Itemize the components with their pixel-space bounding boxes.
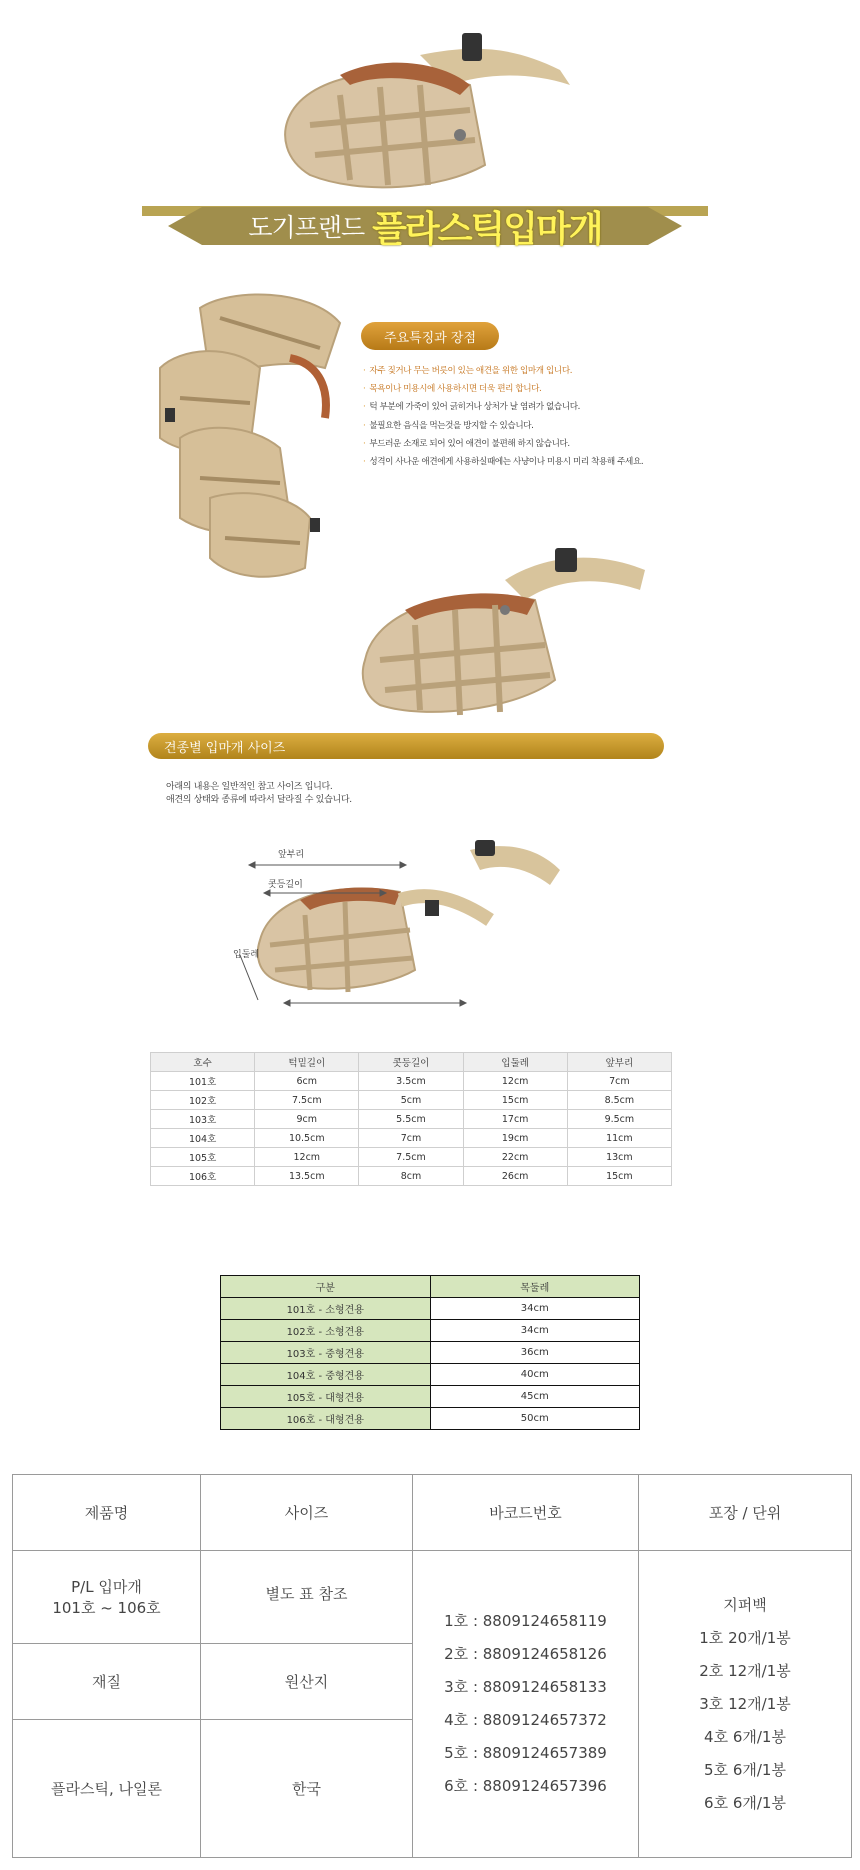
neck-size-table (220, 1275, 640, 1430)
features-title: 주요특징과 장점 (361, 322, 499, 350)
table-cell: 104호 - 중형견용 (221, 1364, 431, 1386)
table-cell: 11cm (567, 1129, 671, 1148)
list-item: · 자주 짖거나 무는 버릇이 있는 애견을 위한 입마개 입니다. (363, 366, 573, 376)
table-cell: 8.5cm (567, 1091, 671, 1110)
muzzle-stack-photo (140, 288, 350, 588)
table-cell: 50cm (430, 1408, 640, 1430)
list-item: · 성격이 사나운 애견에게 사용하실때에는 사냥이나 미용시 미리 착용해 주세요. (363, 457, 644, 468)
table-cell: 7.5cm (255, 1091, 359, 1110)
column-header: 구분 (221, 1276, 431, 1298)
muzzle-photo-middle (355, 540, 655, 730)
size-section-title: 견종별 입마개 사이즈 (148, 733, 664, 759)
table-cell: 104호 (151, 1129, 255, 1148)
label-mouth-circumference: 입둘레 (233, 950, 260, 960)
table-row (13, 1551, 852, 1644)
table-cell: 17cm (463, 1110, 567, 1129)
barcode-list-cell (413, 1551, 639, 1858)
column-header: 턱밑길이 (255, 1053, 359, 1072)
list-item: 1호 : 8809124658119 (444, 1612, 607, 1630)
product-name-line1: P/L 입마개 (71, 1578, 142, 1596)
table-cell: 7cm (359, 1129, 463, 1148)
features-list (363, 362, 833, 471)
table-cell: 9.5cm (567, 1110, 671, 1129)
table-header-row (221, 1276, 640, 1298)
buckle-icon (462, 33, 482, 61)
table-cell: 15cm (567, 1167, 671, 1186)
table-cell: 106호 - 대형견용 (221, 1408, 431, 1430)
table-cell: 6cm (255, 1072, 359, 1091)
product-info-table (12, 1474, 852, 1858)
table-cell: 103호 - 중형견용 (221, 1342, 431, 1364)
table-cell: 10.5cm (255, 1129, 359, 1148)
table-cell: 5cm (359, 1091, 463, 1110)
table-cell: 34cm (430, 1320, 640, 1342)
header-size: 사이즈 (201, 1475, 413, 1551)
table-cell: 34cm (430, 1298, 640, 1320)
column-header: 입둘레 (463, 1053, 567, 1072)
table-cell: 101호 (151, 1072, 255, 1091)
label-nose-length: 콧등길이 (268, 880, 303, 890)
table-row (151, 1148, 672, 1167)
banner-title: 플라스틱입마개 (372, 208, 602, 250)
table-cell: 7.5cm (359, 1148, 463, 1167)
list-item: 6호 : 8809124657396 (444, 1777, 607, 1795)
table-cell: 3.5cm (359, 1072, 463, 1091)
header-packaging: 포장 / 단위 (639, 1475, 852, 1551)
table-cell: 8cm (359, 1167, 463, 1186)
origin-label: 원산지 (201, 1644, 413, 1720)
column-header: 목둘레 (430, 1276, 640, 1298)
list-item: 5호 : 8809124657389 (444, 1744, 607, 1762)
banner-subtitle: 도기프랜드 (248, 213, 365, 242)
product-name-cell (13, 1551, 201, 1644)
column-header: 앞부리 (567, 1053, 671, 1072)
table-cell: 12cm (255, 1148, 359, 1167)
list-item: 1호 20개/1봉 (699, 1628, 791, 1647)
product-name-line2: 101호 ~ 106호 (52, 1599, 161, 1617)
material-label: 재질 (13, 1644, 201, 1720)
table-cell: 102호 - 소형견용 (221, 1320, 431, 1342)
column-header: 호수 (151, 1053, 255, 1072)
table-cell: 105호 - 대형견용 (221, 1386, 431, 1408)
table-row (151, 1091, 672, 1110)
table-cell: 26cm (463, 1167, 567, 1186)
material-value: 플라스틱, 나일론 (13, 1720, 201, 1858)
table-cell: 7cm (567, 1072, 671, 1091)
list-item: · 목욕이나 미용시에 사용하시면 더욱 편리 합니다. (363, 384, 542, 395)
table-cell: 36cm (430, 1342, 640, 1364)
table-cell: 45cm (430, 1386, 640, 1408)
table-cell: 15cm (463, 1091, 567, 1110)
table-row (151, 1072, 672, 1091)
table-cell: 12cm (463, 1072, 567, 1091)
table-row (221, 1298, 640, 1320)
table-cell: 22cm (463, 1148, 567, 1167)
table-cell: 105호 (151, 1148, 255, 1167)
size-note-line2: 애견의 상태와 종류에 따라서 달라질 수 있습니다. (166, 795, 352, 805)
table-row (221, 1386, 640, 1408)
table-cell: 40cm (430, 1364, 640, 1386)
list-item: · 부드러운 소재로 되어 있어 애견이 불편해 하지 않습니다. (363, 438, 570, 449)
column-header: 콧등길이 (359, 1053, 463, 1072)
size-table (150, 1052, 672, 1186)
list-item: 3호 : 8809124658133 (444, 1678, 607, 1696)
table-cell: 19cm (463, 1129, 567, 1148)
table-cell: 103호 (151, 1110, 255, 1129)
table-row (151, 1129, 672, 1148)
label-front-length: 앞부리 (278, 850, 305, 860)
packaging-list-cell (639, 1551, 852, 1858)
origin-value: 한국 (201, 1720, 413, 1858)
table-header-row (13, 1475, 852, 1551)
size-value-cell: 별도 표 참조 (201, 1551, 413, 1644)
list-item: 2호 : 8809124658126 (444, 1645, 607, 1663)
size-note-line1: 아래의 내용은 일반적인 참고 사이즈 입니다. (166, 782, 333, 792)
list-item: 3호 12개/1봉 (699, 1694, 791, 1713)
list-item: 4호 6개/1봉 (704, 1727, 786, 1746)
header-product-name: 제품명 (13, 1475, 201, 1551)
list-item: 4호 : 8809124657372 (444, 1711, 607, 1729)
list-item: 6호 6개/1봉 (704, 1793, 786, 1812)
table-cell: 101호 - 소형견용 (221, 1298, 431, 1320)
table-cell: 13cm (567, 1148, 671, 1167)
header-barcode: 바코드번호 (413, 1475, 639, 1551)
buckle-icon (475, 840, 495, 856)
list-item: · 불필요한 음식을 먹는것을 방지할 수 있습니다. (363, 420, 534, 431)
table-cell: 102호 (151, 1091, 255, 1110)
table-cell: 5.5cm (359, 1110, 463, 1129)
list-item: · 턱 부분에 가죽이 있어 긁히거나 상처가 날 염려가 없습니다. (363, 402, 580, 413)
table-cell: 106호 (151, 1167, 255, 1186)
title-banner (142, 205, 708, 250)
buckle-icon (555, 548, 577, 572)
list-item: 2호 12개/1봉 (699, 1661, 791, 1680)
table-header-row (151, 1053, 672, 1072)
table-cell: 9cm (255, 1110, 359, 1129)
table-row (221, 1364, 640, 1386)
pack-type: 지퍼백 (723, 1595, 767, 1614)
table-row (221, 1342, 640, 1364)
table-row (221, 1320, 640, 1342)
table-row (151, 1110, 672, 1129)
list-item: 5호 6개/1봉 (704, 1760, 786, 1779)
table-cell: 13.5cm (255, 1167, 359, 1186)
table-row (151, 1167, 672, 1186)
table-row (221, 1408, 640, 1430)
